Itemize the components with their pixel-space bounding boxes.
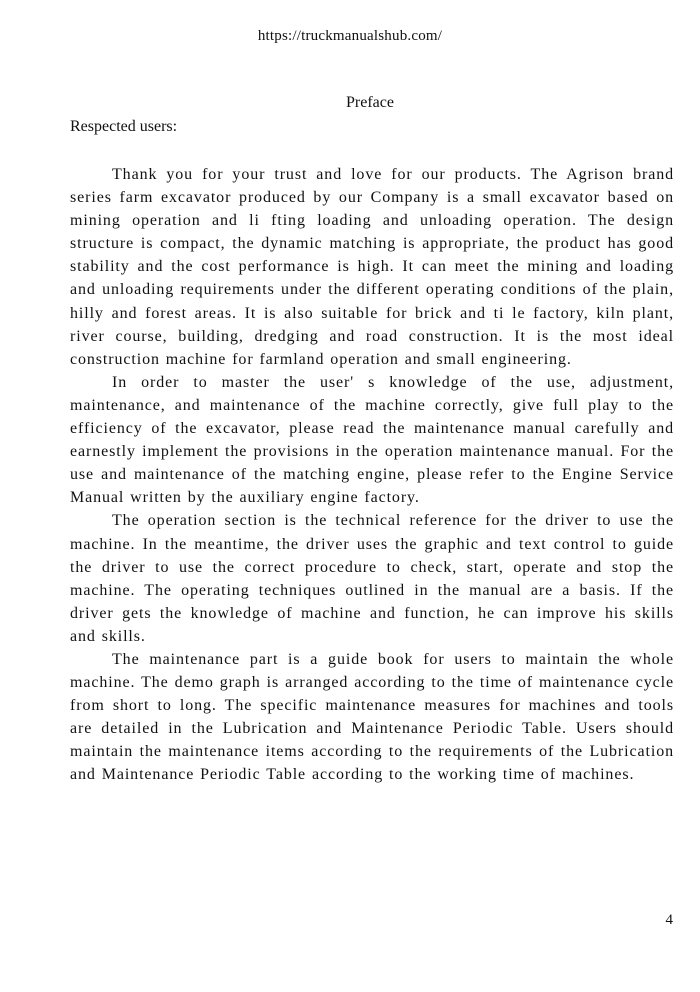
page-title: Preface	[346, 94, 394, 111]
page-number: 4	[665, 912, 673, 928]
paragraph-manual-usage: In order to master the user' s knowledge of the use, adjustment, maintenance, and maintenance of the machine correctly, give full play to the efficiency of the excavator, please read the maintenance manual carefully and earnestly implement the provisions in the operation maintenance manual. For the use and maintenance of the matching engine, please refer to the Engine Service Manual written by the auxiliary engine factory.	[70, 373, 674, 507]
header-url: https://truckmanualshub.com/	[257, 28, 443, 44]
body-text	[70, 163, 674, 787]
paragraph-intro: Thank you for your trust and love for our products. The Agrison brand series farm excavator produced by our Company is a small excavator based on mining operation and li fting loading and unloading operation. The design structure is compact, the dynamic matching is appropriate, the product has good stability and the cost performance is high. It can meet the mining and loading and unloading requirements under the different operating conditions of the plain, hilly and forest areas. It is also suitable for brick and ti le factory, kiln plant, river course, building, dredging and road construction. It is the most ideal construction machine for farmland operation and small engineering.	[70, 166, 674, 368]
greeting: Respected users:	[70, 118, 178, 135]
paragraph-operation-section: The operation section is the technical reference for the driver to use the machine. In the meantime, the driver uses the graphic and text control to guide the driver to use the correct procedure to check, start, operate and stop the machine. The operating techniques outlined in the manual are a basis. If the driver gets the knowledge of machine and function, he can improve his skills and skills.	[70, 512, 674, 645]
paragraph-maintenance-section: The maintenance part is a guide book for users to maintain the whole machine. The demo graph is arranged according to the time of maintenance cycle from short to long. The specific maintenance measures for machines and tools are detailed in the Lubrication and Maintenance Periodic Table. Users should maintain the maintenance items according to the requirements of the Lubrication and Maintenance Periodic Table according to the working time of machines.	[70, 650, 674, 784]
